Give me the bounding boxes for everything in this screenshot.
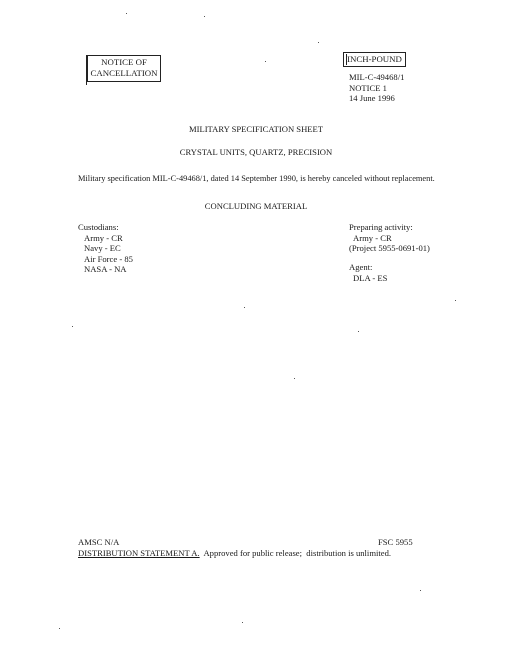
project-number: (Project 5955-0691-01) [349, 243, 430, 253]
scan-speck [318, 42, 319, 43]
document-number: MIL-C-49468/1 [349, 72, 405, 82]
scan-speck [72, 326, 73, 327]
custodians-label: Custodians: [78, 222, 119, 232]
scan-speck [420, 590, 421, 591]
distribution-label: DISTRIBUTION STATEMENT A. [78, 548, 200, 558]
scan-speck [455, 300, 456, 301]
notice-date: 14 June 1996 [349, 93, 395, 103]
scan-speck [358, 331, 359, 332]
agent-value: DLA - ES [353, 272, 388, 283]
custodian-army: Army - CR [84, 232, 123, 243]
inch-pound-box: INCH-POUND [343, 52, 406, 67]
distribution-statement [78, 548, 391, 559]
preparing-activity-label: Preparing activity: [349, 222, 413, 232]
agent-block [349, 262, 387, 283]
custodian-navy: Navy - EC [84, 243, 121, 253]
document-id-block [349, 72, 404, 104]
notice-of-cancellation-box [87, 55, 161, 82]
scan-speck [126, 13, 127, 14]
agent-label: Agent: [349, 262, 373, 272]
concluding-heading: CONCLUDING MATERIAL [204, 201, 308, 211]
sheet-heading: MILITARY SPECIFICATION SHEET [188, 124, 324, 134]
scan-speck [294, 378, 295, 379]
distribution-text: Approved for public release; distribution is unlimited. [199, 548, 392, 558]
custodian-air-force: Air Force - 85 [84, 253, 133, 264]
preparing-activity-value: Army - CR [353, 232, 392, 243]
custodian-nasa: NASA - NA [84, 264, 127, 274]
notice-line-1: NOTICE OF [101, 57, 147, 67]
scan-speck [244, 307, 245, 308]
fsc-code: FSC 5955 [378, 537, 413, 547]
amsc-code: AMSC N/A [78, 537, 120, 547]
custodians-block [78, 222, 133, 275]
notice-number: NOTICE 1 [349, 82, 387, 93]
scan-speck [265, 61, 266, 62]
scan-speck [204, 16, 205, 17]
scan-speck [242, 622, 243, 623]
cancellation-statement: Military specification MIL-C-49468/1, dated 14 September 1990, is hereby canceled without replacement. [78, 174, 435, 183]
sheet-subject: CRYSTAL UNITS, QUARTZ, PRECISION [179, 147, 333, 157]
scan-speck [59, 628, 60, 629]
notice-line-2: CANCELLATION [90, 67, 158, 78]
preparing-activity-block [349, 222, 430, 254]
